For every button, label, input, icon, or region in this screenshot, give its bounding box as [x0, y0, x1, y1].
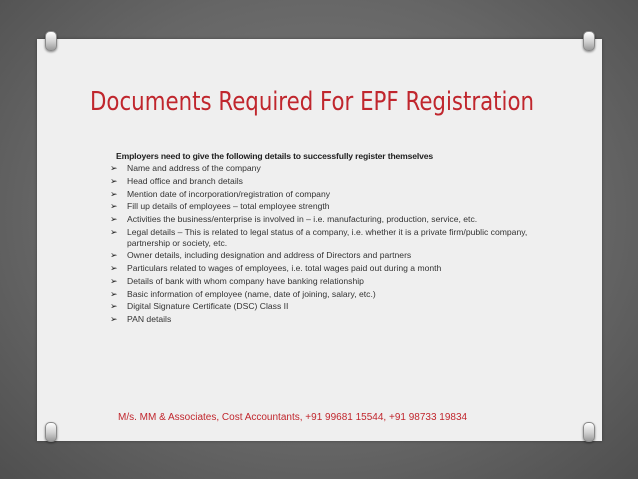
list-item-text: Particulars related to wages of employees, i.e. total wages paid out during a month	[127, 263, 442, 274]
arrow-bullet-icon: ➢	[110, 301, 118, 312]
list-item-text: Name and address of the company	[127, 163, 261, 173]
intro-text: Employers need to give the following details to successfully register themselves	[116, 151, 434, 161]
list-item	[110, 314, 530, 325]
arrow-bullet-icon: ➢	[110, 263, 118, 274]
list-item	[110, 250, 530, 261]
arrow-bullet-icon: ➢	[110, 163, 118, 173]
list-item	[110, 263, 530, 274]
list-item	[110, 163, 530, 174]
list-item	[110, 227, 530, 248]
pin-bottom-right	[583, 422, 595, 442]
arrow-bullet-icon: ➢	[110, 175, 118, 186]
slide-content	[110, 151, 530, 327]
pin-top-left	[45, 31, 57, 51]
list-item-text: Digital Signature Certificate (DSC) Class II	[127, 301, 289, 312]
footer-contact: M/s. MM & Associates, Cost Accountants, +91 99681 15544, +91 98733 19834	[118, 412, 468, 423]
list-item	[110, 189, 530, 200]
list-item	[110, 289, 530, 300]
list-item	[110, 201, 530, 212]
list-item-text: Legal details – This is related to legal status of a company, i.e. whether it is a private firm/public company, partnership or society, etc.	[127, 226, 528, 248]
arrow-bullet-icon: ➢	[110, 226, 118, 237]
list-item-text: Mention date of incorporation/registration of company	[127, 188, 331, 199]
arrow-bullet-icon: ➢	[110, 201, 118, 212]
list-item	[110, 276, 530, 287]
arrow-bullet-icon: ➢	[110, 250, 118, 261]
list-item-text: Owner details, including designation and address of Directors and partners	[127, 250, 412, 261]
list-item-text: Basic information of employee (name, date of joining, salary, etc.)	[127, 288, 376, 299]
list-item-text: Head office and branch details	[127, 175, 243, 186]
arrow-bullet-icon: ➢	[110, 288, 118, 299]
arrow-bullet-icon: ➢	[110, 275, 118, 286]
pin-bottom-left	[45, 422, 57, 442]
list-item-text: Details of bank with whom company have banking relationship	[127, 275, 364, 286]
arrow-bullet-icon: ➢	[110, 188, 118, 199]
arrow-bullet-icon: ➢	[110, 314, 118, 325]
list-item	[110, 176, 530, 187]
slide-title: Documents Required For EPF Registration	[90, 87, 535, 117]
arrow-bullet-icon: ➢	[110, 214, 118, 225]
list-item	[110, 214, 530, 225]
list-item	[110, 301, 530, 312]
pin-top-right	[583, 31, 595, 51]
list-item-text: Activities the business/enterprise is involved in – i.e. manufacturing, production, service, etc.	[127, 214, 478, 225]
document-list	[110, 163, 530, 325]
list-item-text: PAN details	[127, 314, 172, 325]
list-item-text: Fill up details of employees – total employee strength	[127, 201, 330, 212]
